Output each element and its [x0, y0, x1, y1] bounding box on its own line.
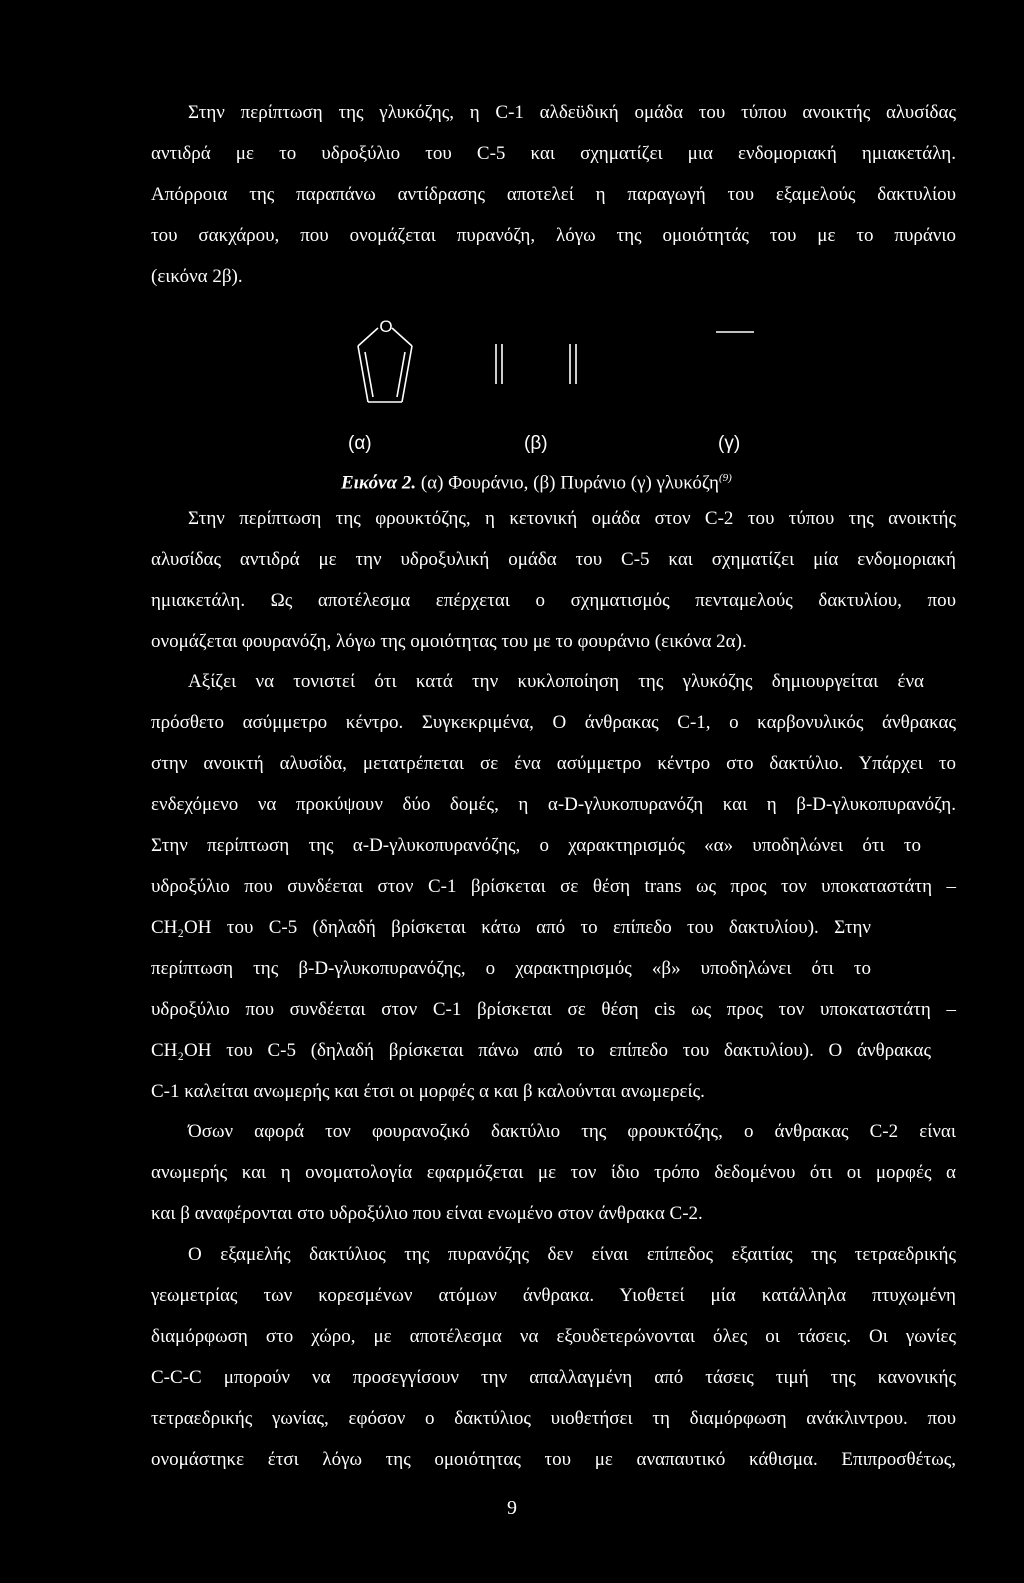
caption-label: Εικόνα 2.: [341, 472, 417, 494]
caption-text: (α) Φουράνιο, (β) Πυράνιο (γ) γλυκόζη: [420, 472, 719, 494]
caption-reference: (9): [718, 472, 732, 484]
paragraph1-line4: του σακχάρου, που ονομάζεται πυρανόζη, λόγω της ομοιότητάς του με το πυράνιο: [151, 225, 956, 246]
paragraph3-line9: υδροξύλιο που συνδέεται στον C-1 βρίσκεται σε θέση cis ως προς τον υποκαταστάτη –: [151, 999, 956, 1020]
paragraph4-line2: ανωμερής και η ονοματολογία εφαρμόζεται με τον ίδιο τρόπο δεδομένου ότι οι μορφές α: [151, 1162, 956, 1183]
pyran-fragments: [496, 344, 576, 384]
paragraph5-line1: Ο εξαμελής δακτύλιος της πυρανόζης δεν είναι επίπεδος εξαιτίας της τετραεδρικής: [188, 1244, 956, 1265]
paragraph5-line3: διαμόρφωση στο χώρο, με αποτέλεσμα να εξουδετερώνονται όλες οι τάσεις. Οι γωνίες: [151, 1326, 956, 1347]
paragraph3-line1: Αξίζει να τονιστεί ότι κατά την κυκλοποίηση της γλυκόζης δημιουργείται ένα: [188, 671, 924, 692]
paragraph5-line6: ονομάστηκε έτσι λόγω της ομοιότητας του με αναπαυτικό κάθισμα. Επιπροσθέτως,: [151, 1449, 956, 1470]
paragraph5-line2: γεωμετρίας των κορεσμένων ατόμων άνθρακα. Υιοθετεί μία κατάλληλα πτυχωμένη: [151, 1285, 956, 1306]
paragraph3-line3: στην ανοικτή αλυσίδα, μετατρέπεται σε ένα ασύμμετρο κέντρο στο δακτύλιο. Υπάρχει το: [151, 753, 956, 774]
paragraph4-line3: και β αναφέρονται στο υδροξύλιο που είναι ενωμένο στον άνθρακα C-2.: [151, 1203, 703, 1224]
paragraph2-line4: ονομάζεται φουρανόζη, λόγω της ομοιότητας του με το φουράνιο (εικόνα 2α).: [151, 631, 747, 652]
paragraph1-line5: (εικόνα 2β).: [151, 266, 243, 287]
paragraph4-line1: Όσων αφορά τον φουρανοζικό δακτύλιο της φρουκτόζης, ο άνθρακας C-2 είναι: [188, 1121, 956, 1142]
paragraph3-line7: CH₂OH του C-5 (δηλαδή βρίσκεται κάτω από το επίπεδο του δακτυλίου). Στην: [151, 917, 871, 938]
paragraph3-line11: C-1 καλείται ανωμερής και έτσι οι μορφές α και β καλούνται ανωμερείς.: [151, 1081, 705, 1102]
figure-caption: [341, 466, 732, 495]
figure-label-c: (γ): [718, 433, 741, 454]
figure-2: [330, 316, 770, 466]
figure-label-b: (β): [524, 433, 548, 454]
paragraph1-line1: Στην περίπτωση της γλυκόζης, η C-1 αλδεϋδική ομάδα του τύπου ανοικτής αλυσίδας: [188, 102, 956, 123]
page-number: 9: [507, 1497, 517, 1519]
paragraph3-line10: CH₂OH του C-5 (δηλαδή βρίσκεται πάνω από το επίπεδο του δακτυλίου). Ο άνθρακας: [151, 1040, 931, 1061]
furan-ring: [358, 328, 412, 402]
figure-label-a: (α): [348, 433, 372, 454]
paragraph1-line3: Απόρροια της παραπάνω αντίδρασης αποτελεί η παραγωγή του εξαμελούς δακτυλίου: [151, 184, 956, 205]
paragraph3-line8: περίπτωση της β-D-γλυκοπυρανόζης, ο χαρακτηρισμός «β» υποδηλώνει ότι το: [151, 958, 871, 979]
figure-structures: [330, 316, 770, 466]
paragraph3-line4: ενδεχόμενο να προκύψουν δύο δομές, η α-D-γλυκοπυρανόζη και η β-D-γλυκοπυρανόζη.: [151, 794, 956, 815]
paragraph5-line4: C-C-C μπορούν να προσεγγίσουν την απαλλαγμένη από τάσεις τιμή της κανονικής: [151, 1367, 956, 1388]
paragraph5-line5: τετραεδρικής γωνίας, εφόσον ο δακτύλιος υιοθετήσει τη διαμόρφωση ανάκλιντρου. που: [151, 1408, 956, 1429]
paragraph2-line2: αλυσίδας αντιδρά με την υδροξυλική ομάδα του C-5 και σχηματίζει μία ενδομοριακή: [151, 549, 956, 570]
paragraph3-line6: υδροξύλιο που συνδέεται στον C-1 βρίσκεται σε θέση trans ως προς τον υποκαταστάτη –: [151, 876, 956, 897]
paragraph3-line5: Στην περίπτωση της α-D-γλυκοπυρανόζης, ο χαρακτηρισμός «α» υποδηλώνει ότι το: [151, 835, 921, 856]
paragraph2-line1: Στην περίπτωση της φρουκτόζης, η κετονική ομάδα στον C-2 του τύπου της ανοικτής: [188, 508, 956, 529]
ring-oxygen-label: O: [379, 317, 393, 336]
paragraph2-line3: ημιακετάλη. Ως αποτέλεσμα επέρχεται ο σχηματισμός πενταμελούς δακτυλίου, που: [151, 590, 956, 611]
paragraph1-line2: αντιδρά με το υδροξύλιο του C-5 και σχηματίζει μια ενδομοριακή ημιακετάλη.: [151, 143, 956, 164]
paragraph3-line2: πρόσθετο ασύμμετρο κέντρο. Συγκεκριμένα, Ο άνθρακας C-1, ο καρβονυλικός άνθρακας: [151, 712, 956, 733]
